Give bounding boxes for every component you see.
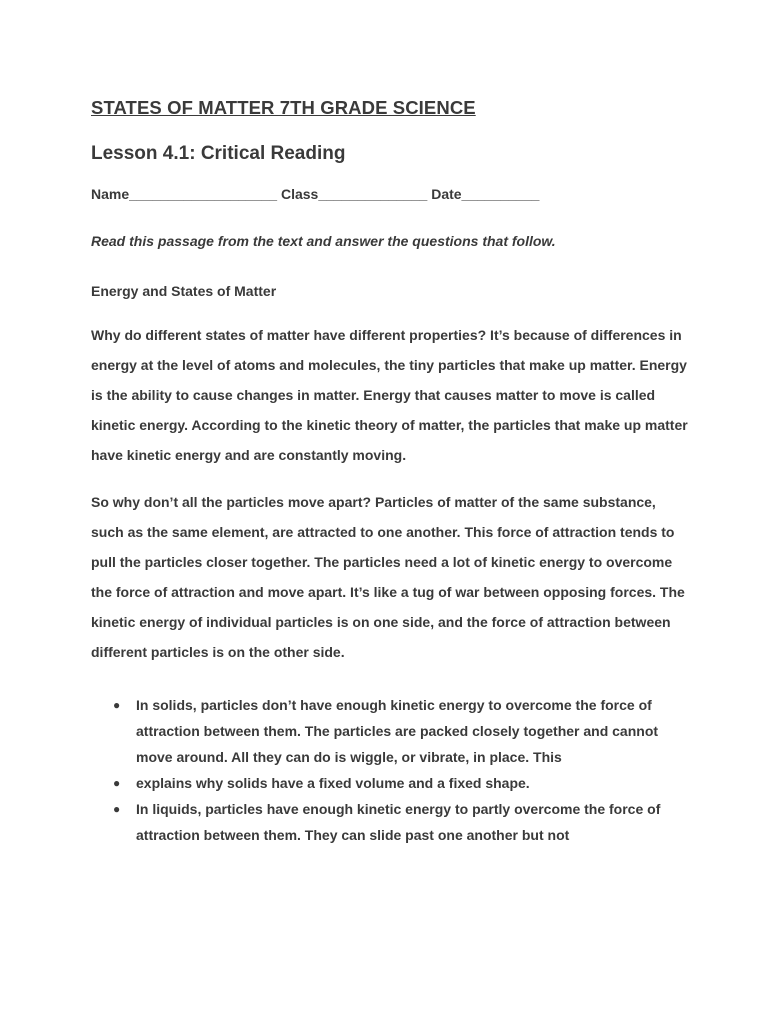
list-item-text: In solids, particles don’t have enough kinetic energy to overcome the force of attraction between them. The particles are packed closely together and cannot move around. All they can do is wiggle, or vibrate, in place. This [136, 697, 659, 765]
section-heading: Energy and States of Matter [91, 283, 277, 299]
lesson-title: Lesson 4.1: Critical Reading [91, 143, 346, 164]
list-item [91, 692, 691, 770]
list-item [91, 770, 691, 796]
list-item-text: explains why solids have a fixed volume and a fixed shape. [136, 775, 530, 791]
bullet-icon: ● [113, 802, 121, 816]
list-item [91, 796, 691, 848]
bullet-icon: ● [113, 776, 121, 790]
document-title: STATES OF MATTER 7TH GRADE SCIENCE [91, 97, 476, 118]
list-item-text: In liquids, particles have enough kinetic energy to partly overcome the force of attraction between them. They can slide past one another but not [136, 801, 661, 843]
instructions-text: Read this passage from the text and answer the questions that follow. [91, 233, 556, 249]
name-class-date-line: Name___________________ Class______________ Date__________ [91, 186, 540, 202]
bullet-list [91, 692, 691, 848]
bullet-icon: ● [113, 698, 121, 712]
document-content [91, 95, 691, 848]
paragraph-1: Why do different states of matter have different properties? It’s because of differences in energy at the level of atoms and molecules, the tiny particles that make up matter. Energy is the ability to cause changes in matter. Energy that causes matter to move is called kinetic energy. According to the kinetic theory of matter, the particles that make up matter have kinetic energy and are constantly moving. [91, 327, 688, 463]
paragraph-2: So why don’t all the particles move apart? Particles of matter of the same substance, such as the same element, are attracted to one another. This force of attraction tends to pull the particles closer together. The particles need a lot of kinetic energy to overcome the force of attraction and move apart. It’s like a tug of war between opposing forces. The kinetic energy of individual particles is on one side, and the force of attraction between different particles is on the other side. [91, 494, 685, 660]
